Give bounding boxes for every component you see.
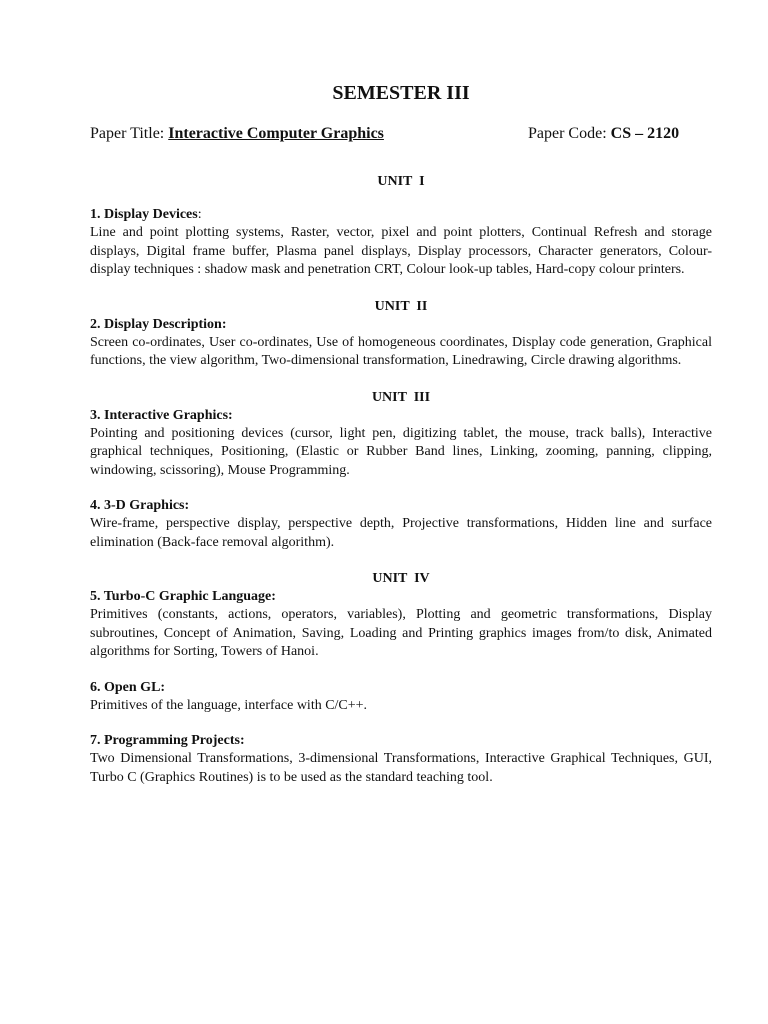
section-display-description (90, 316, 712, 371)
section-interactive-graphics (90, 407, 712, 481)
paper-code-value: CS – 2120 (610, 125, 680, 142)
unit-3-heading: UNIT III (371, 389, 431, 405)
document-page (90, 78, 712, 787)
section-title: 3. Interactive Graphics: (90, 407, 233, 423)
section-turbo-c (90, 588, 712, 662)
section-display-devices (90, 206, 712, 280)
section-title: 2. Display Description: (90, 316, 227, 332)
section-title (90, 206, 712, 224)
paper-title-value: Interactive Computer Graphics (168, 125, 384, 142)
paper-code-label: Paper Code: (528, 125, 611, 142)
semester-heading: SEMESTER III (332, 82, 470, 104)
section-open-gl (90, 679, 712, 716)
section-body: Line and point plotting systems, Raster, vector, pixel and point plotters, Continual Refresh and storage displays, Digital frame buffer, Plasma panel displays, Display processors, Character generators, Colour-display techniques : shadow mask and penetration CRT, Colour look-up tables, Hard-copy colour printers. (90, 225, 712, 277)
paper-title (90, 122, 384, 146)
section-title: 7. Programming Projects: (90, 733, 245, 748)
section-title-text: 1. Display Devices (90, 207, 198, 222)
paper-info-row (90, 122, 712, 146)
section-body: Primitives of the language, interface with C/C++. (90, 697, 368, 713)
unit-1-heading: UNIT I (377, 174, 425, 189)
unit-2-heading: UNIT II (374, 298, 428, 314)
paper-title-label: Paper Title: (90, 125, 169, 142)
section-title: 6. Open GL: (90, 679, 166, 695)
section-programming-projects (90, 732, 712, 787)
section-title: 4. 3-D Graphics: (90, 498, 190, 513)
unit-4-heading: UNIT IV (372, 571, 430, 586)
section-title: 5. Turbo-C Graphic Language: (90, 589, 276, 604)
section-title-colon: : (197, 207, 202, 222)
paper-code (528, 122, 679, 146)
section-3d-graphics (90, 497, 712, 552)
section-body: Two Dimensional Transformations, 3-dimensional Transformations, Interactive Graphical Techniques, GUI, Turbo C (Graphics Routines) is to be used as the standard teaching tool. (90, 751, 712, 785)
section-body: Pointing and positioning devices (cursor, light pen, digitizing tablet, the mouse, track balls), Interactive graphical techniques, Positioning, (Elastic or Rubber Band lines, Linking, zooming, panning, clipping, windowing, scissoring), Mouse Programming. (90, 425, 712, 478)
section-body: Screen co-ordinates, User co-ordinates, Use of homogeneous coordinates, Display code generation, Graphical functions, the view algorithm, Two-dimensional transformation, Linedrawing, Circle drawing algorithms. (90, 334, 712, 368)
section-body: Wire-frame, perspective display, perspective depth, Projective transformations, Hidden line and surface elimination (Back-face removal algorithm). (90, 516, 712, 550)
section-body: Primitives (constants, actions, operators, variables), Plotting and geometric transformations, Display subroutines, Concept of Animation, Saving, Loading and Printing graphics images from/to disk, Animated algorithms for Sorting, Towers of Hanoi. (90, 607, 712, 659)
